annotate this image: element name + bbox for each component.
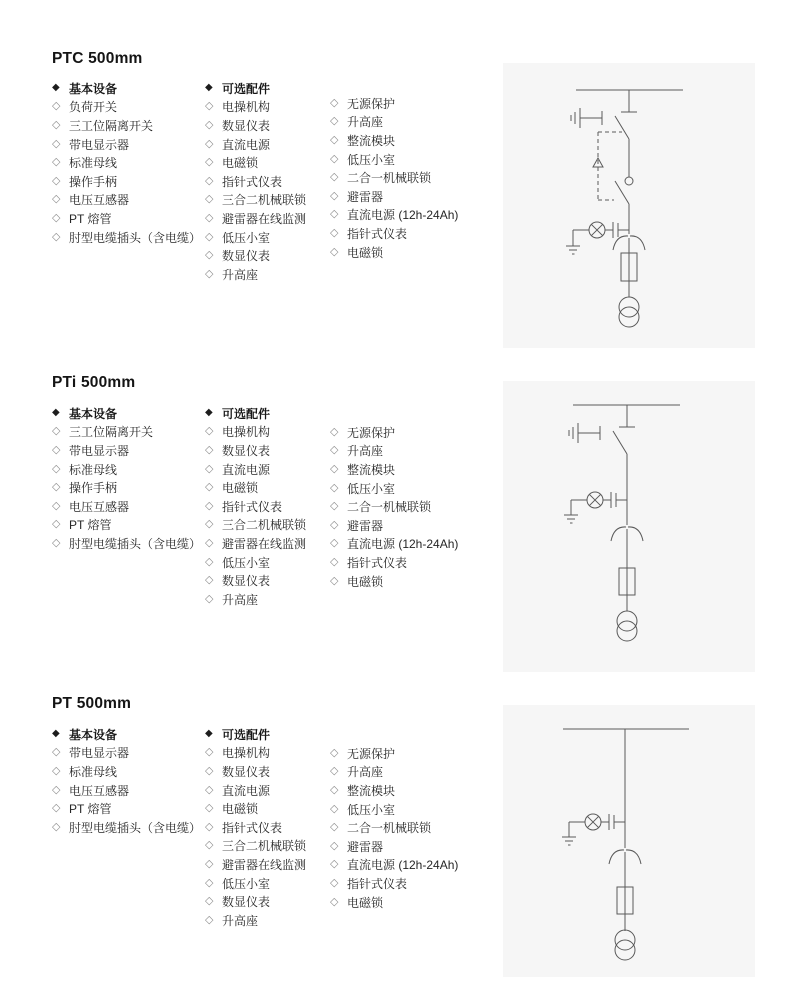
list-item [52, 534, 201, 553]
diamond-filled-icon: ◆ [205, 82, 213, 94]
diamond-outline-icon: ◇ [330, 518, 339, 531]
list-item [205, 590, 306, 609]
list-item-label: 低压小室 [222, 230, 271, 245]
diamond-outline-icon: ◇ [52, 230, 61, 243]
list-item-label: 避雷器在线监测 [222, 536, 307, 551]
list-header [52, 404, 201, 423]
diamond-outline-icon: ◇ [52, 499, 61, 512]
list-item-label: 电磁锁 [347, 895, 384, 910]
list-item-label: 避雷器 [347, 518, 384, 533]
list-item [330, 131, 458, 150]
diamond-outline-icon: ◇ [330, 746, 339, 759]
diamond-outline-icon: ◇ [205, 118, 214, 131]
list-header [205, 79, 306, 98]
list-item [205, 799, 306, 818]
list-item [330, 460, 458, 479]
list-item-label: 避雷器在线监测 [222, 857, 307, 872]
diamond-outline-icon: ◇ [52, 746, 61, 759]
pt-single-line-diagram-panel [503, 705, 755, 977]
pt-single-line-diagram [503, 705, 755, 977]
list-item-label: 无源保护 [347, 96, 396, 111]
list-item-label: 整流模块 [347, 133, 396, 148]
list-item [205, 497, 306, 516]
list-item-label: 负荷开关 [69, 100, 118, 115]
diamond-filled-icon: ◆ [52, 728, 60, 740]
list-item-label: 升高座 [347, 115, 384, 130]
fuse-icon [619, 529, 635, 611]
disconnector-fixed-contact [621, 90, 637, 112]
pti-optional-accessories-list-2 [330, 423, 458, 590]
ptc-basic-equipment-list [52, 79, 201, 246]
list-item [205, 837, 306, 856]
diamond-outline-icon: ◇ [52, 425, 61, 438]
diamond-outline-icon: ◇ [52, 137, 61, 150]
voltage-transformer-icon [615, 930, 635, 960]
list-item-label: 标准母线 [69, 764, 118, 779]
earth-icon [564, 500, 587, 523]
list-item-label: 电压互感器 [69, 193, 130, 208]
list-item [330, 572, 458, 591]
diamond-outline-icon: ◇ [205, 193, 214, 206]
diamond-outline-icon: ◇ [205, 462, 214, 475]
list-item-label: 电操机构 [222, 100, 271, 115]
ptc-optional-accessories-list [205, 79, 306, 284]
diamond-outline-icon: ◇ [330, 821, 339, 834]
disconnector-fixed-contact [619, 405, 635, 427]
diamond-outline-icon: ◇ [205, 895, 214, 908]
list-item [330, 837, 458, 856]
diamond-outline-icon: ◇ [330, 189, 339, 202]
list-header [52, 79, 201, 98]
list-item-label: 二合一机械联锁 [347, 500, 432, 515]
list-item-label: 指针式仪表 [347, 876, 408, 891]
list-header-label: 基本设备 [69, 81, 118, 96]
list-item [52, 818, 201, 837]
voltage-transformer-icon [617, 611, 637, 641]
list-item [52, 497, 201, 516]
list-header [52, 725, 201, 744]
list-item-label: 带电显示器 [69, 746, 130, 761]
list-item [330, 763, 458, 782]
list-item [330, 781, 458, 800]
diamond-outline-icon: ◇ [52, 100, 61, 113]
list-item-label: 三工位隔离开关 [69, 425, 154, 440]
diamond-outline-icon: ◇ [52, 518, 61, 531]
diamond-outline-icon: ◇ [330, 96, 339, 109]
pti-single-line-diagram-panel [503, 381, 755, 672]
list-item [205, 478, 306, 497]
list-item-label: 数显仪表 [222, 443, 271, 458]
list-item [330, 150, 458, 169]
section-title-ptc: PTC 500mm [52, 50, 143, 67]
list-item [330, 206, 458, 225]
list-item [330, 553, 458, 572]
list-item [205, 441, 306, 460]
list-item-label: 数显仪表 [222, 574, 271, 589]
diamond-outline-icon: ◇ [205, 443, 214, 456]
pt-basic-equipment-list [52, 725, 201, 837]
list-item-label: 避雷器 [347, 839, 384, 854]
list-item-label: 直流电源 [222, 137, 271, 152]
mechanical-interlock-box [593, 132, 622, 200]
diamond-outline-icon: ◇ [205, 839, 214, 852]
diamond-filled-icon: ◆ [205, 728, 213, 740]
list-item [330, 187, 458, 206]
list-item-label: 二合一机械联锁 [347, 171, 432, 186]
list-item [330, 744, 458, 763]
diamond-outline-icon: ◇ [52, 156, 61, 169]
list-item [205, 892, 306, 911]
diamond-filled-icon: ◆ [52, 407, 60, 419]
diamond-outline-icon: ◇ [205, 820, 214, 833]
diamond-outline-icon: ◇ [330, 783, 339, 796]
list-item-label: 直流电源 (12h-24Ah) [347, 858, 459, 873]
diamond-outline-icon: ◇ [330, 555, 339, 568]
diamond-outline-icon: ◇ [205, 137, 214, 150]
list-item-label: 指针式仪表 [347, 555, 408, 570]
diamond-outline-icon: ◇ [205, 267, 214, 280]
diamond-outline-icon: ◇ [205, 100, 214, 113]
list-item-label: 低压小室 [347, 802, 396, 817]
list-item-label: 电磁锁 [347, 574, 384, 589]
list-item [52, 98, 201, 117]
list-item-label: 电操机构 [222, 746, 271, 761]
list-item [205, 246, 306, 265]
diamond-outline-icon: ◇ [205, 555, 214, 568]
list-item [205, 516, 306, 535]
diamond-outline-icon: ◇ [205, 746, 214, 759]
list-header-label: 可选配件 [222, 406, 271, 421]
diamond-outline-icon: ◇ [52, 211, 61, 224]
fuse-icon [617, 852, 633, 931]
list-item [52, 116, 201, 135]
diamond-outline-icon: ◇ [52, 764, 61, 777]
diamond-outline-icon: ◇ [330, 152, 339, 165]
list-item-label: 数显仪表 [222, 764, 271, 779]
diamond-outline-icon: ◇ [205, 249, 214, 262]
list-item [205, 116, 306, 135]
voltage-indicator-lamp-icon [589, 222, 605, 238]
list-item [330, 856, 458, 875]
list-item-label: 电压互感器 [69, 783, 130, 798]
list-item [205, 423, 306, 442]
list-item-label: PT 熔管 [69, 211, 112, 226]
list-item-label: 电磁锁 [222, 802, 259, 817]
list-item-label: 带电显示器 [69, 443, 130, 458]
diamond-outline-icon: ◇ [52, 193, 61, 206]
diamond-outline-icon: ◇ [330, 115, 339, 128]
list-item [330, 243, 458, 262]
list-item-label: 升高座 [222, 913, 259, 928]
diamond-outline-icon: ◇ [52, 443, 61, 456]
list-header-label: 可选配件 [222, 81, 271, 96]
list-item-label: 无源保护 [347, 746, 396, 761]
diamond-outline-icon: ◇ [205, 876, 214, 889]
diamond-outline-icon: ◇ [330, 876, 339, 889]
list-item [330, 516, 458, 535]
earthing-switch-icon [571, 108, 602, 128]
section-title-pti: PTi 500mm [52, 374, 136, 391]
list-item-label: PT 熔管 [69, 802, 112, 817]
list-item [205, 911, 306, 930]
list-item-label: 电操机构 [222, 425, 271, 440]
list-item-label: 升高座 [222, 592, 259, 607]
list-item [330, 479, 458, 498]
list-item-label: 带电显示器 [69, 137, 130, 152]
list-item [205, 855, 306, 874]
list-item [205, 228, 306, 247]
list-item [330, 893, 458, 912]
operating-circle-icon [625, 177, 633, 185]
list-item-label: 避雷器 [347, 189, 384, 204]
list-header-label: 基本设备 [69, 406, 118, 421]
diamond-outline-icon: ◇ [330, 226, 339, 239]
diamond-outline-icon: ◇ [205, 425, 214, 438]
fuse-icon [621, 238, 637, 297]
list-item-label: 操作手柄 [69, 481, 118, 496]
diamond-outline-icon: ◇ [330, 500, 339, 513]
diamond-outline-icon: ◇ [330, 245, 339, 258]
list-item-label: 直流电源 (12h-24Ah) [347, 208, 459, 223]
capacitive-divider-icon [603, 492, 627, 508]
list-item [330, 535, 458, 554]
diamond-outline-icon: ◇ [205, 156, 214, 169]
list-item [330, 423, 458, 442]
list-item-label: 无源保护 [347, 425, 396, 440]
list-item [205, 762, 306, 781]
list-item [330, 818, 458, 837]
diamond-outline-icon: ◇ [330, 425, 339, 438]
list-item-label: 低压小室 [222, 555, 271, 570]
list-item-label: 整流模块 [347, 462, 396, 477]
list-item [205, 534, 306, 553]
diamond-outline-icon: ◇ [330, 895, 339, 908]
list-item [330, 800, 458, 819]
list-item-label: 低压小室 [222, 876, 271, 891]
list-item-label: 指针式仪表 [222, 820, 283, 835]
list-item-label: 操作手柄 [69, 174, 118, 189]
list-item-label: 三合二机械联锁 [222, 518, 307, 533]
pti-basic-equipment-list [52, 404, 201, 553]
diamond-outline-icon: ◇ [205, 802, 214, 815]
list-item [205, 172, 306, 191]
list-item-label: 直流电源 [222, 462, 271, 477]
diamond-outline-icon: ◇ [205, 536, 214, 549]
list-item [52, 744, 201, 763]
list-item-label: 指针式仪表 [222, 499, 283, 514]
list-item [205, 135, 306, 154]
diamond-outline-icon: ◇ [205, 481, 214, 494]
diamond-outline-icon: ◇ [330, 133, 339, 146]
diamond-outline-icon: ◇ [52, 118, 61, 131]
list-item-label: 标准母线 [69, 462, 118, 477]
list-item [52, 423, 201, 442]
list-item-label: 直流电源 (12h-24Ah) [347, 537, 459, 552]
diamond-filled-icon: ◆ [205, 407, 213, 419]
list-item [330, 224, 458, 243]
list-item [205, 571, 306, 590]
list-item-label: 电磁锁 [222, 156, 259, 171]
diamond-outline-icon: ◇ [330, 858, 339, 871]
list-item-label: 低压小室 [347, 152, 396, 167]
pti-single-line-diagram [503, 381, 755, 672]
diamond-outline-icon: ◇ [205, 913, 214, 926]
list-item-label: 肘型电缆插头（含电缆） [69, 536, 202, 551]
list-item-label: 肘型电缆插头（含电缆） [69, 820, 202, 835]
diamond-outline-icon: ◇ [330, 537, 339, 550]
list-item-label: 数显仪表 [222, 118, 271, 133]
list-header [205, 725, 306, 744]
list-item [330, 94, 458, 113]
pt-optional-accessories-list [205, 725, 306, 930]
list-item [205, 460, 306, 479]
disconnector-blade-upper [615, 116, 629, 177]
list-item-label: 三合二机械联锁 [222, 193, 307, 208]
diamond-outline-icon: ◇ [330, 574, 339, 587]
diamond-outline-icon: ◇ [205, 764, 214, 777]
list-item-label: 指针式仪表 [347, 226, 408, 241]
list-item [205, 191, 306, 210]
list-item [52, 781, 201, 800]
list-item-label: 升高座 [222, 267, 259, 282]
list-item-label: 直流电源 [222, 783, 271, 798]
list-item-label: 电压互感器 [69, 499, 130, 514]
voltage-transformer-icon [619, 297, 639, 327]
list-item-label: 肘型电缆插头（含电缆） [69, 230, 202, 245]
list-item [205, 153, 306, 172]
list-item [330, 113, 458, 132]
list-item-label: 避雷器在线监测 [222, 211, 307, 226]
diamond-outline-icon: ◇ [330, 839, 339, 852]
diamond-outline-icon: ◇ [330, 208, 339, 221]
diamond-outline-icon: ◇ [52, 820, 61, 833]
earth-icon [566, 230, 589, 254]
diamond-outline-icon: ◇ [330, 444, 339, 457]
list-item-label: 标准母线 [69, 156, 118, 171]
earth-icon [562, 822, 585, 845]
list-item-label: 数显仪表 [222, 895, 271, 910]
list-item-label: 升高座 [347, 765, 384, 780]
pt-optional-accessories-list-2 [330, 744, 458, 911]
ptc-single-line-diagram-panel [503, 63, 755, 348]
list-item-label: 指针式仪表 [222, 174, 283, 189]
list-header-label: 基本设备 [69, 727, 118, 742]
diamond-outline-icon: ◇ [205, 211, 214, 224]
list-item [52, 799, 201, 818]
pti-optional-accessories-list [205, 404, 306, 609]
list-item [330, 874, 458, 893]
diamond-outline-icon: ◇ [330, 171, 339, 184]
diamond-outline-icon: ◇ [205, 592, 214, 605]
list-item-label: 三工位隔离开关 [69, 118, 154, 133]
list-item [205, 781, 306, 800]
list-item [52, 460, 201, 479]
list-item [52, 441, 201, 460]
list-item [330, 497, 458, 516]
diamond-outline-icon: ◇ [205, 499, 214, 512]
diamond-outline-icon: ◇ [52, 783, 61, 796]
list-item [205, 874, 306, 893]
list-item-label: 二合一机械联锁 [347, 821, 432, 836]
list-item-label: 低压小室 [347, 481, 396, 496]
diamond-outline-icon: ◇ [205, 230, 214, 243]
diamond-outline-icon: ◇ [205, 857, 214, 870]
list-item [205, 209, 306, 228]
list-item-label: 数显仪表 [222, 249, 271, 264]
list-item [205, 553, 306, 572]
capacitive-divider-icon [601, 814, 625, 830]
list-item-label: 升高座 [347, 444, 384, 459]
disconnector-blade-icon [613, 431, 627, 454]
list-item-label: 电磁锁 [222, 481, 259, 496]
list-item [52, 135, 201, 154]
diamond-outline-icon: ◇ [205, 518, 214, 531]
list-item-label: PT 熔管 [69, 518, 112, 533]
list-item [330, 168, 458, 187]
list-item [205, 744, 306, 763]
diamond-outline-icon: ◇ [52, 174, 61, 187]
list-item [205, 818, 306, 837]
list-item [205, 265, 306, 284]
diamond-outline-icon: ◇ [205, 783, 214, 796]
diamond-outline-icon: ◇ [52, 802, 61, 815]
voltage-indicator-lamp-icon [587, 492, 603, 508]
diamond-outline-icon: ◇ [205, 174, 214, 187]
list-item [52, 209, 201, 228]
diamond-filled-icon: ◆ [52, 82, 60, 94]
list-header-label: 可选配件 [222, 727, 271, 742]
diamond-outline-icon: ◇ [52, 481, 61, 494]
list-item [330, 442, 458, 461]
diamond-outline-icon: ◇ [330, 802, 339, 815]
voltage-indicator-lamp-icon [585, 814, 601, 830]
ptc-optional-accessories-list-2 [330, 94, 458, 261]
ptc-single-line-diagram [503, 63, 755, 348]
diamond-outline-icon: ◇ [205, 574, 214, 587]
list-item-label: 三合二机械联锁 [222, 839, 307, 854]
section-title-pt: PT 500mm [52, 695, 132, 712]
diamond-outline-icon: ◇ [52, 536, 61, 549]
list-item [52, 191, 201, 210]
earthing-switch-icon [569, 423, 600, 443]
diamond-outline-icon: ◇ [330, 462, 339, 475]
list-item-label: 整流模块 [347, 783, 396, 798]
list-item-label: 电磁锁 [347, 245, 384, 260]
list-header [205, 404, 306, 423]
diamond-outline-icon: ◇ [330, 765, 339, 778]
list-item [52, 228, 201, 247]
diamond-outline-icon: ◇ [52, 462, 61, 475]
list-item [52, 172, 201, 191]
list-item [52, 516, 201, 535]
list-item [52, 762, 201, 781]
list-item [52, 478, 201, 497]
diamond-outline-icon: ◇ [330, 481, 339, 494]
list-item [205, 98, 306, 117]
list-item [52, 153, 201, 172]
